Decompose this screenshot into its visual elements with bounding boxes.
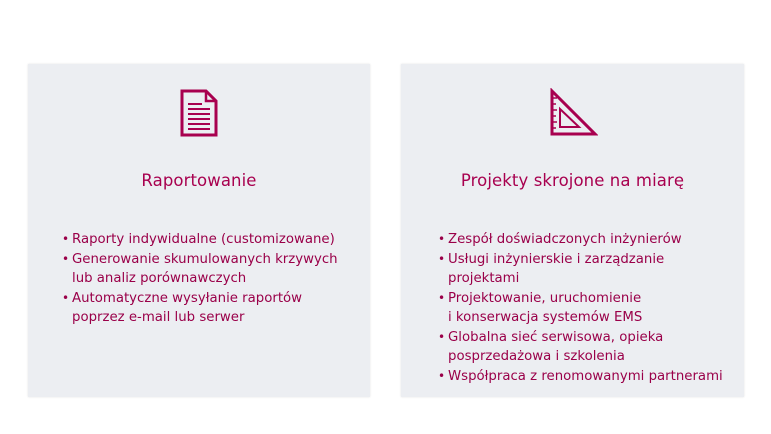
list-item: • Usługi inżynierskie i zarządzanie projektami (438, 250, 738, 289)
document-icon (179, 88, 219, 142)
bullet-list (438, 230, 738, 386)
list-item: • Automatyczne wysyłanie raportów poprzez e-mail lub serwer (62, 289, 362, 328)
bullet-list (62, 230, 362, 328)
list-item: • Zespół doświadczonych inżynierów (438, 230, 738, 250)
card-title: Projekty skrojone na miarę (460, 171, 685, 190)
list-item: • Generowanie skumulowanych krzywych lub analiz porównawczych (62, 250, 362, 289)
custom-projects-card (401, 64, 744, 397)
list-item: • Projektowanie, uruchomienie i konserwacja systemów EMS (438, 289, 738, 328)
card-title: Raportowanie (141, 171, 257, 190)
list-item: • Raporty indywidualne (customizowane) (62, 230, 362, 250)
reporting-card (28, 64, 370, 397)
set-square-icon (548, 88, 598, 142)
list-item: • Globalna sieć serwisowa, opieka posprzedażowa i szkolenia (438, 328, 738, 367)
list-item: • Współpraca z renomowanymi partnerami (438, 367, 738, 387)
